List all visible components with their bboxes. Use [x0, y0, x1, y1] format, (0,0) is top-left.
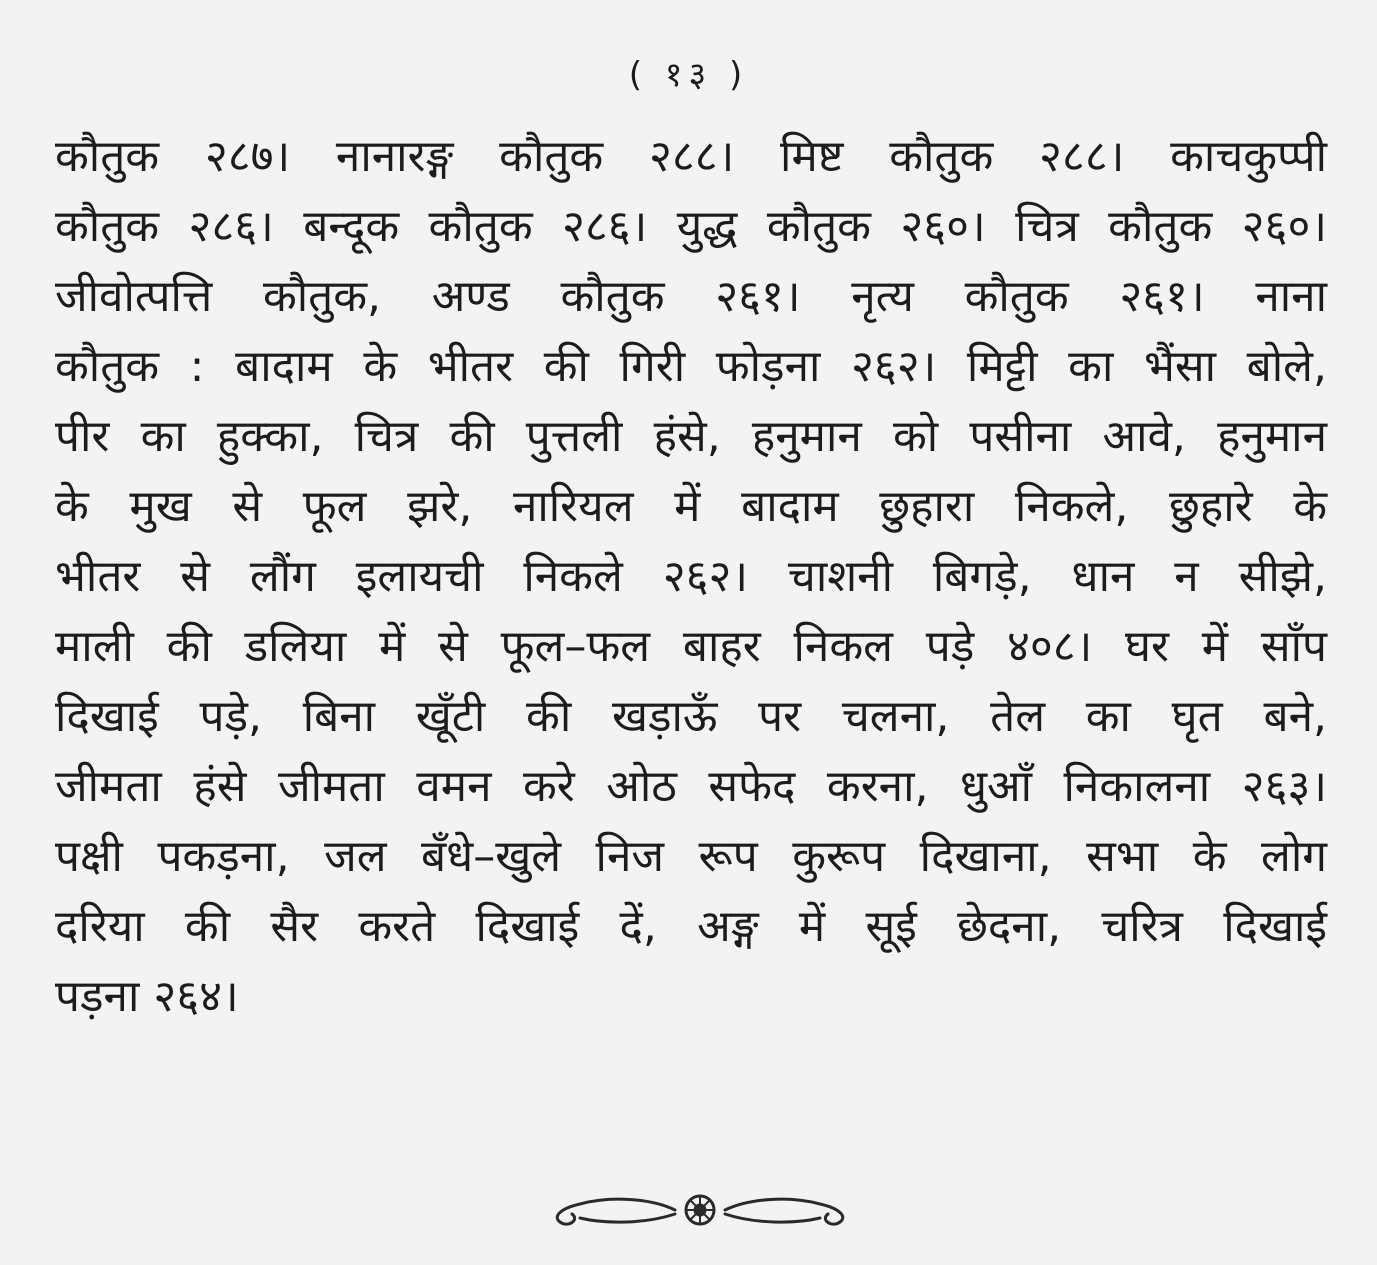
- text-line-5: पीर का हुक्का, चित्र की पुत्तली हंसे, हनुमान को पसीना आवे, हनुमान: [55, 411, 1327, 462]
- text-line-12: दरिया की सैर करते दिखाई दें, अङ्ग में सूई छेदना, चरित्र दिखाई: [55, 901, 1327, 952]
- text-line-6: के मुख से फूल झरे, नारियल में बादाम छुहारा निकले, छुहारे के: [55, 481, 1327, 532]
- body-text: [55, 122, 1327, 1032]
- text-line-1: कौतुक २८७। नानारङ्ग कौतुक २८८। मिष्ट कौतुक २८८। काचकुप्पी: [55, 131, 1327, 182]
- text-line-13: पड़ना २६४।: [55, 971, 239, 1022]
- page-number: ( १३ ): [628, 55, 749, 95]
- text-line-11: पक्षी पकड़ना, जल बँधे–खुले निज रूप कुरूप दिखाना, सभा के लोग: [55, 831, 1327, 882]
- text-line-2: कौतुक २८६। बन्दूक कौतुक २८६। युद्ध कौतुक २६०। चित्र कौतुक २६०।: [55, 201, 1327, 252]
- text-line-8: माली की डलिया में से फूल–फल बाहर निकल पड़े ४०८। घर में साँप: [55, 621, 1327, 672]
- text-line-3: जीवोत्पत्ति कौतुक, अण्ड कौतुक २६१। नृत्य कौतुक २६१। नाना: [55, 271, 1327, 322]
- text-line-4: कौतुक : बादाम के भीतर की गिरी फोड़ना २६२। मिट्टी का भैंसा बोले,: [55, 341, 1327, 392]
- text-line-9: दिखाई पड़े, बिना खूँटी की खड़ाऊँ पर चलना, तेल का घृत बने,: [55, 691, 1327, 742]
- decorative-ornament-icon: [540, 1180, 860, 1240]
- text-line-10: जीमता हंसे जीमता वमन करे ओठ सफेद करना, धुआँ निकालना २६३।: [55, 761, 1327, 812]
- text-line-7: भीतर से लौंग इलायची निकले २६२। चाशनी बिगड़े, धान न सीझे,: [55, 551, 1327, 602]
